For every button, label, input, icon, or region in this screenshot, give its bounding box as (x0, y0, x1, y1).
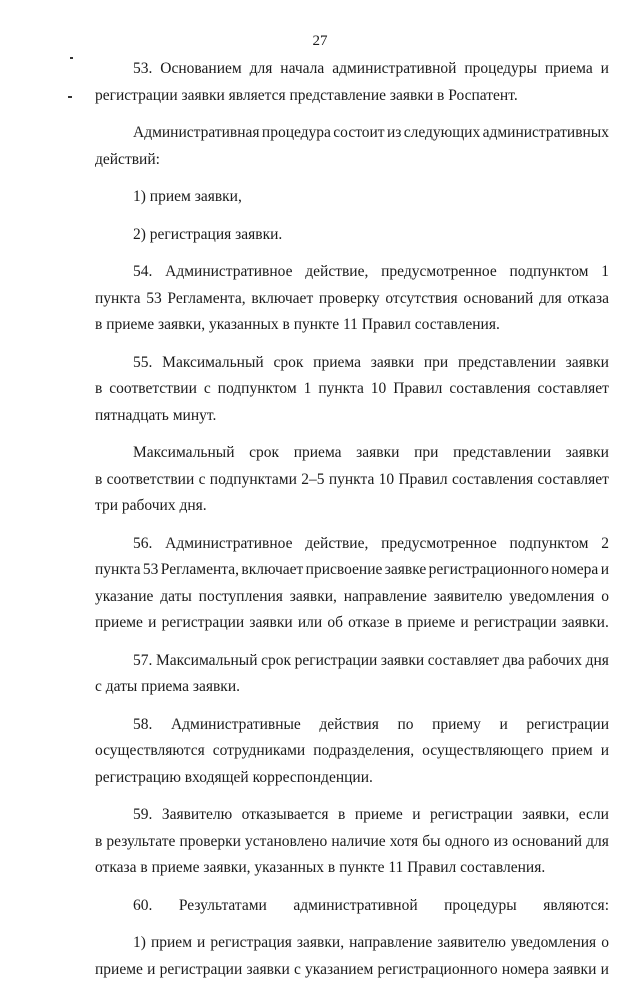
text-line: 2) регистрация заявки. (95, 222, 609, 249)
document-body (95, 56, 609, 983)
paragraph-gap (95, 211, 609, 222)
text-line: 57. Максимальный срок регистрации заявки составляет два рабочих дня (95, 648, 609, 675)
paragraph-gap (95, 109, 609, 120)
text-line: пункта 53 Регламента, включает проверку отсутствия оснований для отказа (95, 286, 609, 313)
text-line: 53. Основанием для начала административной процедуры приема и (95, 56, 609, 83)
paragraph-gap (95, 429, 609, 440)
text-line: в результате проверки установлено наличие хотя бы одного из оснований для (95, 829, 609, 856)
text-line: с даты приема заявки. (95, 674, 609, 701)
paragraph-gap (95, 701, 609, 712)
text-line: Максимальный срок приема заявки при представлении заявки (95, 440, 609, 467)
text-line: 1) прием заявки, (95, 184, 609, 211)
text-line: в соответствии с подпунктом 1 пункта 10 Правил составления составляет (95, 376, 609, 403)
text-line: пятнадцать минут. (95, 403, 609, 430)
text-line: 1) прием и регистрация заявки, направление заявителю уведомления о (95, 930, 609, 957)
text-line: указание даты поступления заявки, направление заявителю уведомления о (95, 584, 609, 611)
text-line: регистрацию входящей корреспонденции. (95, 765, 609, 792)
page-number: 27 (0, 33, 640, 50)
paragraph-gap (95, 173, 609, 184)
text-line: 56. Административное действие, предусмотренное подпунктом 2 (95, 531, 609, 558)
text-line: 59. Заявителю отказывается в приеме и регистрации заявки, если (95, 802, 609, 829)
text-line: 58. Административные действия по приему и регистрации (95, 712, 609, 739)
text-line: три рабочих дня. (95, 493, 609, 520)
paragraph-gap (95, 882, 609, 893)
text-line: действий: (95, 147, 609, 174)
scan-mark (70, 57, 73, 59)
text-line: в приеме заявки, указанных в пункте 11 Правил составления. (95, 312, 609, 339)
text-line: в соответствии с подпунктами 2–5 пункта 10 Правил составления составляет (95, 467, 609, 494)
text-line: 55. Максимальный срок приема заявки при представлении заявки (95, 350, 609, 377)
scan-mark (68, 96, 72, 98)
text-line: приеме и регистрации заявки или об отказе в приеме и регистрации заявки. (95, 610, 609, 637)
text-line: 60. Результатами административной процедуры являются: (95, 893, 609, 920)
text-line: пункта 53 Регламента, включает присвоение заявке регистрационного номера и (95, 557, 609, 584)
text-line: 54. Административное действие, предусмотренное подпунктом 1 (95, 259, 609, 286)
text-line: осуществляются сотрудниками подразделения, осуществляющего прием и (95, 738, 609, 765)
text-line: регистрации заявки является представление заявки в Роспатент. (95, 83, 609, 110)
text-line: Административная процедура состоит из следующих административных (95, 120, 609, 147)
text-line: приеме и регистрации заявки с указанием регистрационного номера заявки и (95, 957, 609, 983)
text-line: отказа в приеме заявки, указанных в пункте 11 Правил составления. (95, 855, 609, 882)
paragraph-gap (95, 339, 609, 350)
paragraph-gap (95, 248, 609, 259)
paragraph-gap (95, 637, 609, 648)
paragraph-gap (95, 919, 609, 930)
paragraph-gap (95, 520, 609, 531)
paragraph-gap (95, 791, 609, 802)
